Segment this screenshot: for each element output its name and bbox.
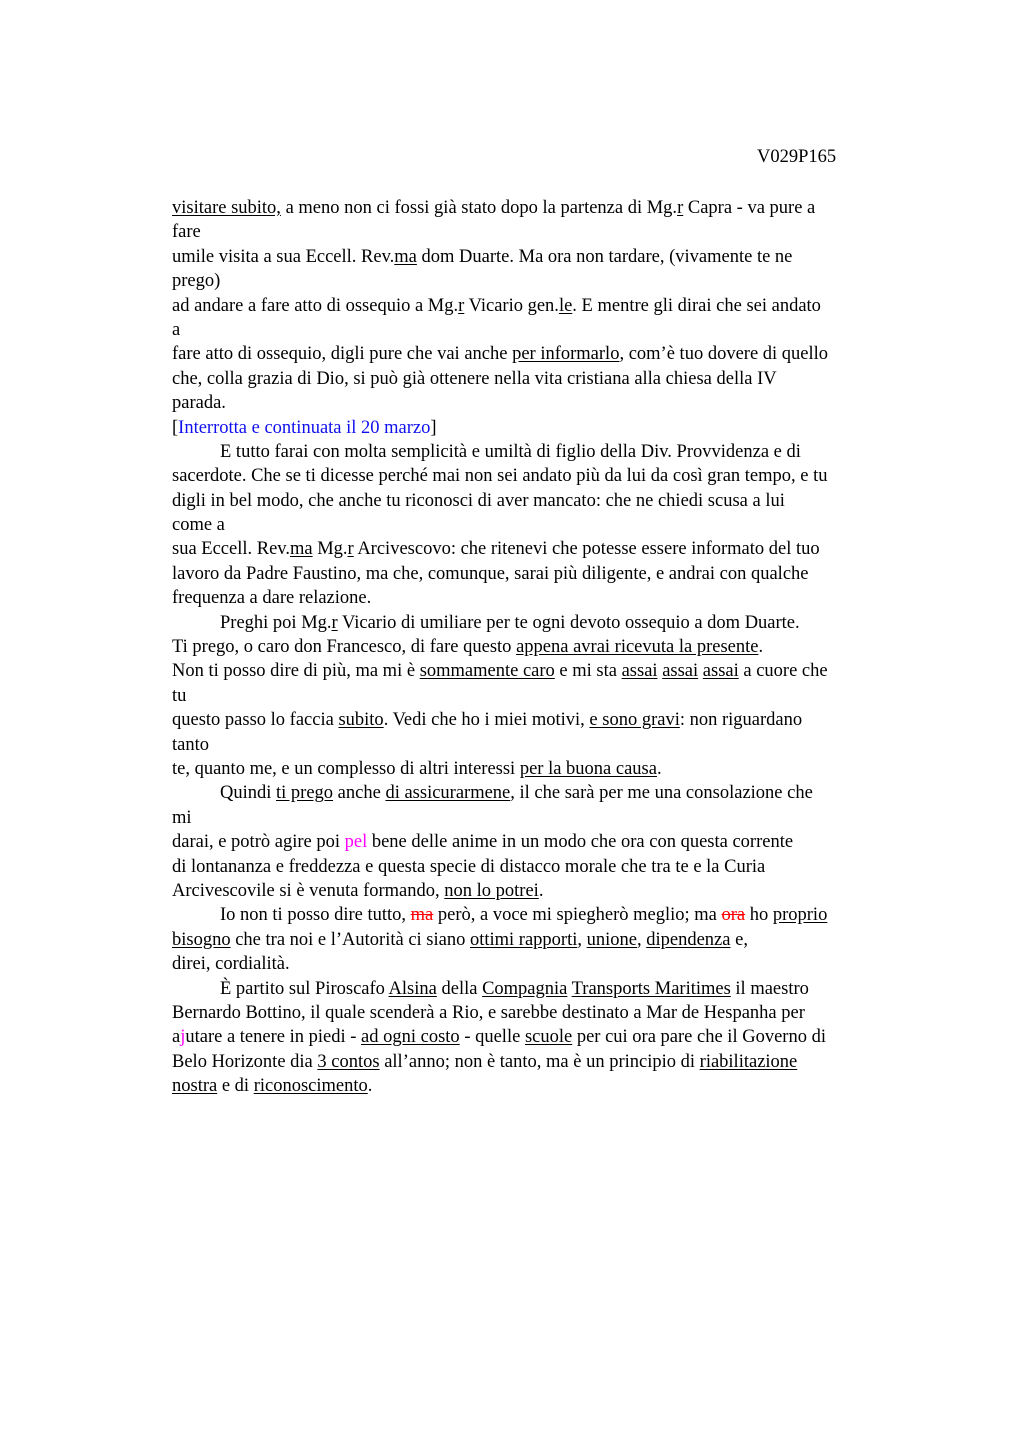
text-run: Capra - va pure a (683, 198, 816, 218)
text-run: Quindi (220, 783, 277, 804)
text-run: Bernardo Bottino, il quale scenderà a Rio, e sarebbe destinato a Mar de Hespanha per (172, 1002, 805, 1023)
text-line (172, 708, 912, 732)
text-run: bene delle anime in un modo che ora con questa corrente (367, 832, 794, 853)
text-line (172, 391, 912, 415)
text-run: - quelle (459, 1027, 525, 1048)
text-line (172, 684, 912, 708)
text-run: . (656, 758, 662, 779)
underlined-text: dipendenza (646, 929, 731, 950)
highlighted-text: pel (344, 832, 368, 853)
text-line (172, 659, 912, 683)
text-line (172, 806, 912, 830)
underlined-text: assai (702, 661, 739, 682)
text-run: come a (172, 515, 225, 536)
text-line (172, 464, 912, 488)
text-run: che tra noi e l’Autorità ci siano (230, 929, 470, 950)
text-run: che, colla grazia di Dio, si può già ottenere nella vita cristiana alla chiesa della IV (172, 368, 777, 389)
text-run: Preghi poi Mg. (220, 612, 332, 633)
text-run: , il che sarà per me una consolazione che (510, 783, 813, 804)
underlined-text: e sono gravi (589, 710, 680, 731)
underlined-text: riconoscimento (253, 1076, 368, 1097)
text-run: fare (172, 222, 201, 243)
text-line (172, 367, 912, 391)
text-run: Belo Horizonte dia (172, 1051, 318, 1072)
deleted-text: ora (721, 905, 746, 926)
underlined-text: sommamente caro (419, 661, 555, 682)
text-run: . Vedi che ho i miei motivi, (383, 710, 590, 731)
text-run: tanto (172, 734, 209, 755)
text-run: utare a tenere in piedi - (185, 1027, 362, 1048)
text-line (172, 733, 912, 757)
text-line (172, 294, 912, 318)
text-run: mi (172, 807, 192, 828)
text-line (172, 781, 912, 805)
underlined-text: per la buona causa (519, 758, 657, 779)
text-run: frequenza a dare relazione. (172, 588, 372, 609)
text-run: ] (430, 417, 437, 438)
text-line (172, 977, 912, 1001)
text-line (172, 1025, 912, 1049)
text-line (172, 928, 912, 952)
text-run: : non riguardano (679, 710, 803, 731)
text-line (172, 757, 912, 781)
text-run: . (538, 880, 544, 901)
underlined-text: ma (289, 539, 313, 560)
text-run: Arcivescovile si è venuta formando, (172, 880, 445, 901)
text-run: tu (172, 685, 187, 706)
underlined-text: Alsina (388, 978, 437, 999)
text-run: questo passo lo faccia (172, 710, 339, 731)
text-run: Arcivescovo: che ritenevi che potesse essere informato del tuo (353, 539, 820, 560)
text-line (172, 489, 912, 513)
text-run: e, (730, 929, 748, 950)
text-run: È partito sul Piroscafo (220, 978, 389, 999)
text-run: dom Duarte. Ma ora non tardare, (vivamente te ne (416, 246, 793, 267)
underlined-text: le (558, 295, 573, 316)
underlined-text: subito (338, 710, 384, 731)
text-run: il maestro (730, 978, 809, 999)
text-line (172, 220, 912, 244)
text-run: , com’è tuo dovere di quello (619, 344, 829, 365)
text-line (172, 830, 912, 854)
underlined-text: ad ogni costo (361, 1027, 460, 1048)
text-run: a cuore che (738, 661, 828, 682)
text-run: . (758, 637, 764, 658)
text-run: parada. (172, 393, 226, 414)
text-run: a (172, 1027, 181, 1048)
underlined-text: per informarlo (512, 344, 620, 365)
text-line (172, 611, 912, 635)
text-line (172, 342, 912, 366)
text-line (172, 537, 912, 561)
underlined-text: ti prego (276, 783, 334, 804)
underlined-text: unione (586, 929, 637, 950)
text-line (172, 1050, 912, 1074)
text-run: a (172, 319, 181, 340)
text-run: , (577, 929, 587, 950)
editor-note: Interrotta e continuata il 20 marzo (178, 417, 431, 438)
text-line (172, 586, 912, 610)
page-number: V029P165 (757, 147, 837, 167)
text-run: ad andare a fare atto di ossequio a Mg. (172, 295, 459, 316)
text-run: ho (745, 905, 773, 926)
deleted-text: ma (410, 905, 434, 926)
text-run: della (436, 978, 483, 999)
text-run: Mg. (312, 539, 348, 560)
text-line (172, 440, 912, 464)
text-line (172, 952, 912, 976)
text-line (172, 562, 912, 586)
text-run: sua Eccell. Rev. (172, 539, 290, 560)
text-run: . E mentre gli dirai che sei andato (572, 295, 821, 316)
text-run: . (367, 1076, 373, 1097)
text-run: darai, e potrò agire poi (172, 832, 345, 853)
underlined-text: r (347, 539, 354, 560)
text-run: Vicario di umiliare per te ogni devoto ossequio a dom Duarte. (337, 612, 800, 633)
underlined-text: r (677, 198, 684, 218)
text-run: lavoro da Padre Faustino, ma che, comunque, sarai più diligente, e andrai con qualche (172, 563, 809, 584)
underlined-text: assai (621, 661, 658, 682)
letter-body (172, 196, 912, 1098)
text-run: anche (333, 783, 386, 804)
underlined-text: 3 contos (317, 1051, 380, 1072)
text-line (172, 245, 912, 269)
text-run: , (636, 929, 647, 950)
underlined-text: Compagnia (482, 978, 568, 999)
text-run: digli in bel modo, che anche tu riconosci di aver mancato: che ne chiedi scusa a lui (172, 490, 785, 511)
text-run: prego) (172, 271, 221, 292)
underlined-text: assai (662, 661, 699, 682)
underlined-text: ma (394, 246, 417, 267)
highlighted-text: j (180, 1027, 186, 1048)
underlined-text: non lo potrei (444, 880, 539, 901)
text-run: direi, cordialità. (172, 954, 290, 975)
text-run: Vicario gen. (464, 295, 559, 316)
underlined-text: r (331, 612, 338, 633)
text-run: Ti prego, o caro don Francesco, di fare questo (172, 637, 517, 658)
text-line (172, 269, 912, 293)
text-run: Non ti posso dire di più, ma mi è (172, 661, 420, 682)
text-line (172, 855, 912, 879)
text-line (172, 1001, 912, 1025)
text-line (172, 879, 912, 903)
text-run: E tutto farai con molta semplicità e umiltà di figlio della Div. Provvidenza e di (220, 441, 801, 462)
text-line (172, 635, 912, 659)
text-run: per cui ora pare che il Governo di (572, 1027, 826, 1048)
underlined-text: scuole (524, 1027, 573, 1048)
text-line (172, 513, 912, 537)
underlined-text: appena avrai ricevuta la presente (516, 637, 759, 658)
text-line (172, 318, 912, 342)
text-run: e mi sta (554, 661, 622, 682)
text-run: te, quanto me, e un complesso di altri interessi (172, 758, 520, 779)
underlined-text: riabilitazione (699, 1051, 798, 1072)
text-run: fare atto di ossequio, digli pure che vai anche (172, 344, 513, 365)
underlined-text: bisogno (172, 929, 231, 950)
underlined-text: nostra (172, 1076, 218, 1097)
text-line (172, 196, 912, 220)
text-run: però, a voce mi spiegherò meglio; ma (433, 905, 722, 926)
text-line (172, 903, 912, 927)
text-run: Io non ti posso dire tutto, (220, 905, 411, 926)
text-run: di lontananza e freddezza e questa specie di distacco morale che tra te e la Curia (172, 856, 766, 877)
underlined-text: visitare subito, (172, 198, 281, 218)
text-run: e di (217, 1076, 254, 1097)
text-line (172, 1074, 912, 1098)
text-run: [ (172, 417, 179, 438)
underlined-text: di assicurarmene (385, 783, 511, 804)
text-run: sacerdote. Che se ti dicesse perché mai non sei andato più da lui da così gran tempo, e tu (172, 466, 828, 487)
text-run: all’anno; non è tanto, ma è un principio di (379, 1051, 700, 1072)
underlined-text: r (458, 295, 465, 316)
text-line (172, 416, 912, 440)
underlined-text: proprio (772, 905, 828, 926)
underlined-text: ottimi rapporti (469, 929, 578, 950)
underlined-text: Transports Maritimes (571, 978, 731, 999)
text-run: umile visita a sua Eccell. Rev. (172, 246, 395, 267)
text-run: a meno non ci fossi già stato dopo la partenza di Mg. (280, 198, 678, 218)
